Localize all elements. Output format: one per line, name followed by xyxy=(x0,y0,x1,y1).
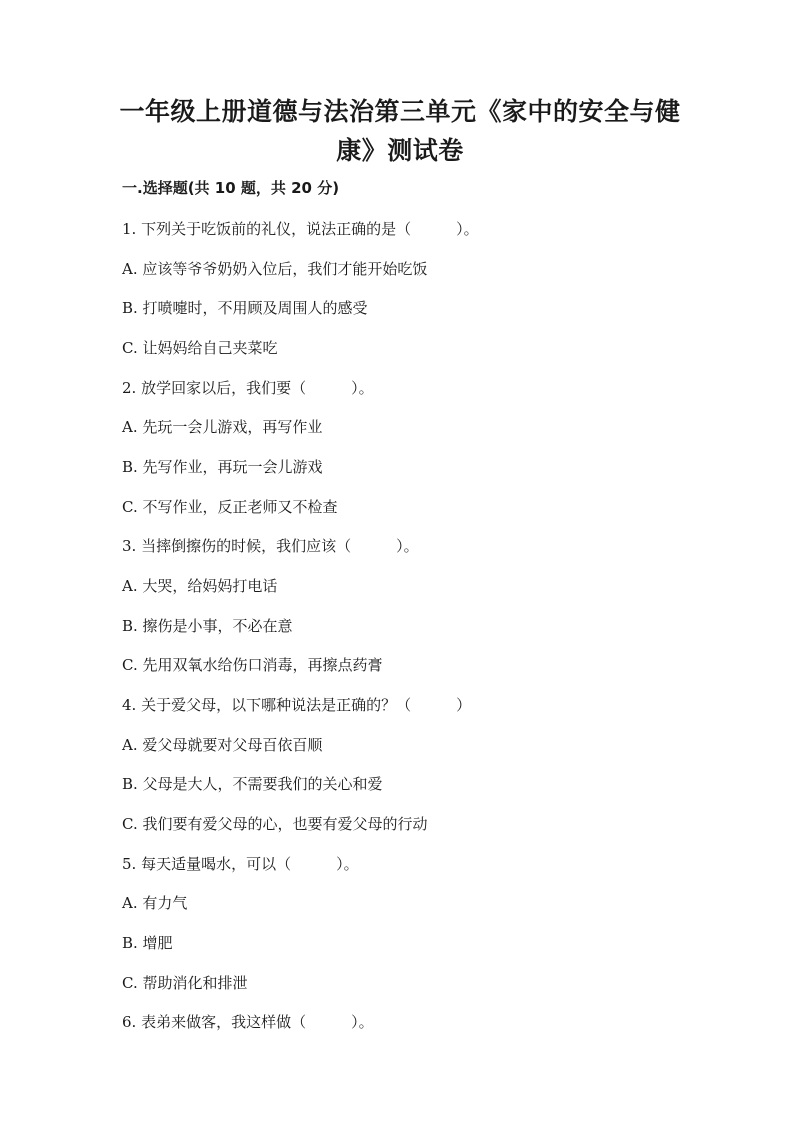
question-1-option-c: C. 让妈妈给自己夹菜吃 xyxy=(122,339,278,357)
question-1-stem: 1. 下列关于吃饭前的礼仪，说法正确的是（ ）。 xyxy=(122,220,479,238)
question-2-option-a: A. 先玩一会儿游戏，再写作业 xyxy=(122,418,323,436)
page-title-line-1: 一年级上册道德与法治第三单元《家中的安全与健 xyxy=(119,97,681,126)
question-2-option-c: C. 不写作业，反正老师又不检查 xyxy=(122,498,338,516)
question-3-option-a: A. 大哭，给妈妈打电话 xyxy=(122,577,278,595)
question-3-stem: 3. 当摔倒擦伤的时候，我们应该（ ）。 xyxy=(122,537,419,555)
question-3-option-c: C. 先用双氧水给伤口消毒，再擦点药膏 xyxy=(122,656,383,674)
question-2-stem: 2. 放学回家以后，我们要（ ）。 xyxy=(122,379,374,397)
question-3-option-b: B. 擦伤是小事，不必在意 xyxy=(122,617,293,635)
question-4-option-b: B. 父母是大人，不需要我们的关心和爱 xyxy=(122,775,383,793)
question-5-stem: 5. 每天适量喝水，可以（ ）。 xyxy=(122,855,359,873)
section-heading: 一.选择题(共 10 题，共 20 分) xyxy=(122,179,340,197)
question-1-option-a: A. 应该等爷爷奶奶入位后，我们才能开始吃饭 xyxy=(122,260,428,278)
question-4-option-a: A. 爱父母就要对父母百依百顺 xyxy=(122,736,323,754)
page-title xyxy=(100,92,700,170)
question-4-option-c: C. 我们要有爱父母的心，也要有爱父母的行动 xyxy=(122,815,428,833)
question-6-stem: 6. 表弟来做客，我这样做（ ）。 xyxy=(122,1013,374,1031)
question-2-option-b: B. 先写作业，再玩一会儿游戏 xyxy=(122,458,323,476)
question-1-option-b: B. 打喷嚏时，不用顾及周围人的感受 xyxy=(122,299,368,317)
question-5-option-a: A. 有力气 xyxy=(122,894,188,912)
question-5-option-b: B. 增肥 xyxy=(122,934,173,952)
page-title-line-2: 康》测试卷 xyxy=(336,136,464,165)
question-4-stem: 4. 关于爱父母，以下哪种说法是正确的？（ ） xyxy=(122,696,472,714)
question-5-option-c: C. 帮助消化和排泄 xyxy=(122,974,248,992)
